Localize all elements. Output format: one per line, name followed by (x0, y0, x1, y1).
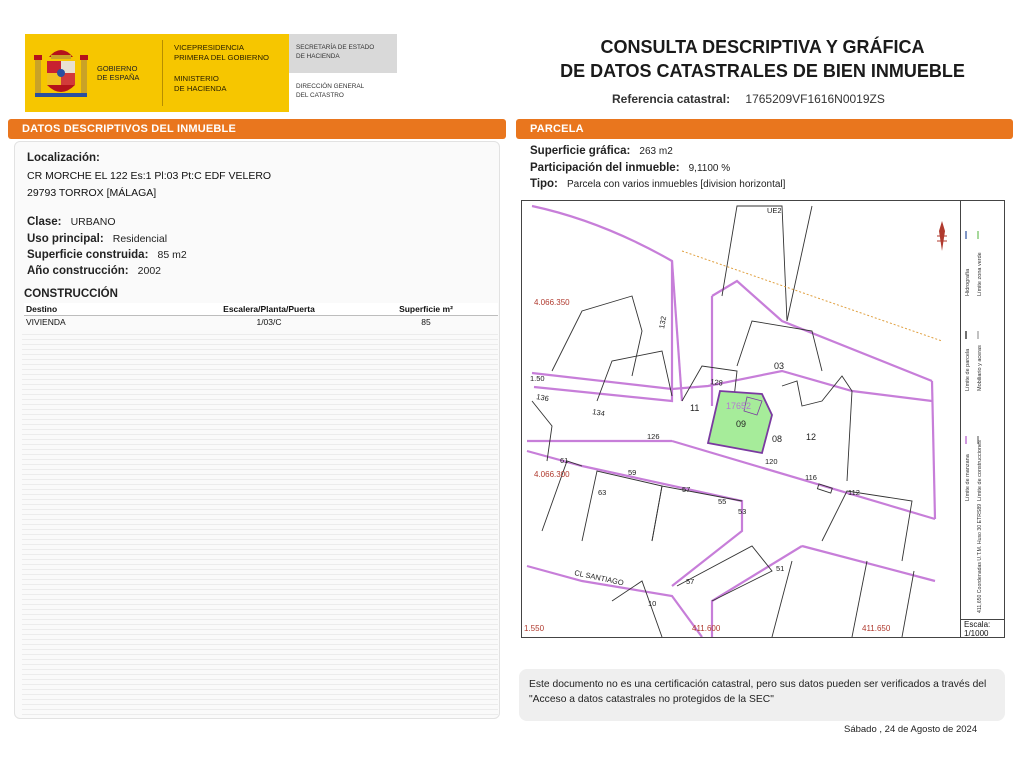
map-drawing (522, 201, 960, 637)
coat-of-arms-icon (33, 41, 89, 105)
building-outline (787, 206, 812, 321)
gov-yellow-block (25, 34, 289, 112)
building-outline (552, 296, 642, 376)
zone-dotted-line (682, 251, 942, 341)
participacion-value: 9,1100 % (688, 163, 731, 174)
building-outline (652, 486, 742, 541)
location-label: Localización: (27, 152, 100, 164)
title-line2: DE DATOS CATASTRALES DE BIEN INMUEBLE (560, 61, 965, 81)
gov-name: GOBIERNO DE ESPAÑA (97, 64, 140, 82)
participacion-label: Participación del inmueble: (530, 162, 680, 174)
legend-zona-verde: Límite zona verde (977, 252, 983, 296)
direccion-line1: DIRECCIÓN GENERAL (296, 83, 365, 90)
map-number-label: 136 (535, 392, 550, 404)
map-number-label: 63 (598, 488, 607, 497)
legend-hidrografia: Hidrografía (965, 268, 971, 296)
table-header-row (24, 303, 498, 316)
scale-label: Escala: (964, 620, 991, 629)
col-destino: Destino (24, 303, 184, 316)
superficie-row (27, 249, 187, 261)
vice-line2: PRIMERA DEL GOBIERNO (174, 53, 269, 62)
legend-construcciones: Límite de construcciones (977, 440, 983, 501)
section-header-parcela: PARCELA (516, 119, 1013, 139)
street-label: CL SANTIAGO (573, 568, 625, 588)
block-boundary (802, 546, 935, 581)
map-legend (960, 201, 1004, 619)
table-row (24, 316, 498, 329)
map-number-label: 12 (806, 432, 817, 442)
address-line1: CR MORCHE EL 122 Es:1 Pl:03 Pt:C EDF VELERO (27, 170, 272, 182)
ministry-line1: MINISTERIO (174, 74, 219, 83)
block-boundary (672, 261, 682, 401)
map-number-label: 55 (718, 497, 727, 506)
map-number-label: 126 (647, 432, 660, 441)
map-number-label: 120 (765, 457, 778, 466)
building-outline (532, 401, 552, 461)
coord-y1: 4.066.350 (534, 298, 570, 307)
map-number-label: 61 (560, 456, 569, 465)
block-boundary (672, 441, 935, 519)
title-line1: CONSULTA DESCRIPTIVA Y GRÁFICA (600, 37, 925, 57)
empty-table-area (22, 330, 498, 716)
vice-line1: VICEPRESIDENCIA (174, 43, 245, 52)
map-number-label: 10 (648, 599, 657, 608)
reference-label: Referencia catastral: (612, 92, 731, 106)
map-number-label: 116 (805, 473, 817, 482)
disclaimer-note: Este documento no es una certificación catastral, pero sus datos pueden ser verificados a través del "Acceso a datos catastrales no protegidos de la SEC" (519, 669, 1005, 721)
map-number-label: 51 (776, 564, 785, 573)
parcel-code: 17652 (726, 401, 752, 411)
superficie-label: Superficie construida: (27, 249, 149, 261)
participacion-row (530, 162, 730, 174)
legend-manzana: Límite de manzana (965, 454, 971, 501)
address-line2: 29793 TORROX [MÁLAGA] (27, 187, 157, 199)
coord-x2: 411.600 (692, 624, 721, 633)
map-number-label: 08 (772, 434, 783, 444)
block-boundary (932, 381, 935, 519)
col-superficie: Superficie m² (354, 303, 498, 316)
map-number-label: 57 (682, 485, 691, 494)
building-outline (782, 376, 852, 481)
superficie-grafica-value: 263 m2 (639, 146, 673, 157)
cell-superficie: 85 (421, 317, 431, 327)
location-block (27, 152, 271, 202)
cell-destino: VIVIENDA (26, 317, 66, 327)
map-number-label: 03 (774, 361, 785, 371)
legend-drawing (961, 201, 1005, 619)
map-number-label: 53 (738, 507, 747, 516)
clase-row (27, 216, 116, 228)
section-header-descriptive: DATOS DESCRIPTIVOS DEL INMUEBLE (8, 119, 506, 139)
superficie-grafica-row (530, 145, 673, 157)
building-outline (822, 491, 912, 561)
reference-value: 1765209VF1616N0019ZS (745, 92, 885, 106)
map-number-label: 59 (628, 468, 637, 477)
uso-value: Residencial (112, 233, 168, 245)
tipo-row (530, 178, 785, 190)
col-escalera: Escalera/Planta/Puerta (184, 303, 354, 316)
secretaria-block (289, 34, 397, 112)
legend-parcela: Límite de parcela (965, 348, 971, 391)
clase-label: Clase: (27, 216, 62, 228)
legend-coord-note: 411,650 Coordenadas U.T.M. Huso 30 ETRS89 (977, 503, 983, 613)
building-outline (722, 206, 787, 321)
superficie-value: 85 m2 (157, 249, 187, 261)
secretaria-text (289, 34, 397, 73)
scale-box (960, 619, 1004, 637)
superficie-grafica-label: Superficie gráfica: (530, 145, 631, 157)
map-number-label: 134 (591, 407, 606, 419)
secretaria-line1: SECRETARÍA DE ESTADO (296, 44, 375, 51)
block-boundary (712, 281, 932, 381)
coord-y2: 4.066.300 (534, 470, 570, 479)
tipo-label: Tipo: (530, 178, 558, 190)
coord-x3: 411.650 (862, 624, 891, 633)
coord-x1: 1.550 (524, 624, 545, 633)
anio-value: 2002 (137, 265, 162, 277)
map-number-label: 11 (690, 403, 700, 413)
document-title (540, 35, 985, 83)
construction-table (24, 303, 498, 328)
direccion-line2: DEL CATASTRO (296, 91, 344, 99)
map-number-label: 57 (686, 577, 695, 586)
direccion-text (289, 73, 397, 112)
clase-value: URBANO (70, 216, 116, 228)
north-arrow-icon (937, 221, 947, 251)
ministry-block (163, 34, 289, 112)
uso-label: Uso principal: (27, 233, 104, 245)
cell-escalera: 1/03/C (256, 317, 282, 327)
cadastral-reference (612, 92, 885, 106)
building-outline (902, 571, 914, 637)
secretaria-line2: DE HACIENDA (296, 52, 340, 60)
map-number-label: 132 (657, 315, 669, 330)
gov-logo-block (25, 34, 162, 112)
construction-title: CONSTRUCCIÓN (24, 288, 118, 300)
address (27, 168, 271, 202)
ministry-line2: DE HACIENDA (174, 84, 227, 93)
map-number-label: 128 (709, 377, 724, 388)
anio-label: Año construcción: (27, 265, 129, 277)
map-number-label: 112 (848, 488, 860, 497)
scale-value: 1/1000 (964, 628, 989, 638)
zone-label: UE2 (767, 206, 782, 215)
legend-mobiliario: Mobiliario y aceras (977, 345, 983, 391)
cadastral-map (521, 200, 1005, 638)
anio-row (27, 265, 161, 277)
map-number-label: 09 (736, 419, 747, 429)
tipo-value: Parcela con varios inmuebles [division horizontal] (566, 179, 786, 190)
uso-row (27, 233, 167, 245)
map-number-label: 1.50 (530, 374, 545, 383)
government-banner (25, 34, 397, 112)
document-date: Sábado , 24 de Agosto de 2024 (844, 724, 978, 735)
